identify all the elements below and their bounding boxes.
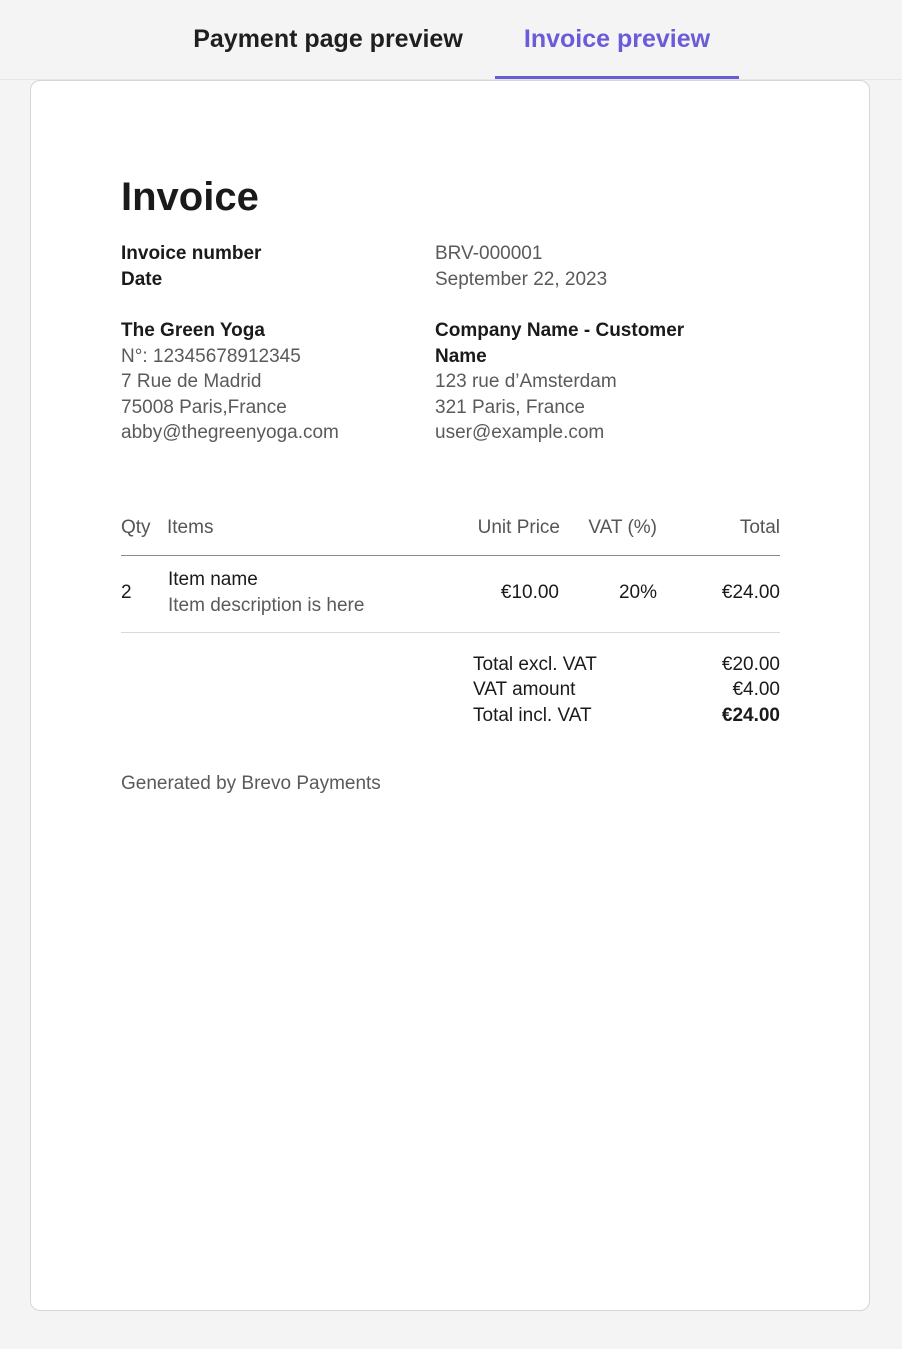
total-excl-vat-value: €20.00 (721, 654, 780, 675)
table-row-divider (121, 632, 780, 633)
seller-registration: N°: 12345678912345 (121, 345, 301, 367)
seller-email: abby@thegreenyoga.com (121, 422, 339, 443)
invoice-date-value: September 22, 2023 (435, 269, 608, 290)
column-header-items: Items (167, 517, 214, 538)
table-header-divider (121, 555, 780, 556)
row-item-name: Item name (168, 569, 258, 590)
row-total: €24.00 (721, 582, 780, 603)
total-incl-vat-label: Total incl. VAT (473, 705, 592, 726)
seller-address-line2: 75008 Paris,France (121, 396, 287, 418)
total-excl-vat-label: Total excl. VAT (473, 654, 597, 675)
row-qty: 2 (121, 582, 132, 603)
invoice-date-label: Date (121, 269, 163, 290)
vat-amount-value: €4.00 (732, 679, 780, 700)
seller-name: The Green Yoga (121, 320, 265, 341)
column-header-vat: VAT (%) (588, 517, 657, 538)
row-item-description: Item description is here (168, 595, 365, 616)
column-header-unit-price: Unit Price (477, 517, 560, 538)
customer-email: user@example.com (435, 422, 605, 443)
tab-payment-page-preview[interactable]: Payment page preview (193, 25, 463, 53)
tab-invoice-preview[interactable]: Invoice preview (495, 0, 739, 79)
preview-tabs (0, 0, 902, 80)
customer-name: Company Name - Customer Name (435, 320, 685, 367)
customer-address-block (435, 318, 725, 446)
invoice-number-value: BRV-000001 (435, 243, 543, 264)
column-header-total: Total (739, 517, 780, 538)
invoice-preview-card (30, 80, 870, 1311)
column-header-qty: Qty (121, 517, 151, 538)
invoice-title: Invoice (121, 175, 259, 219)
generated-by-note: Generated by Brevo Payments (121, 773, 381, 794)
seller-address-line1: 7 Rue de Madrid (121, 371, 262, 392)
total-incl-vat-value: €24.00 (721, 705, 780, 726)
invoice-number-label: Invoice number (121, 243, 262, 264)
row-unit-price: €10.00 (500, 582, 559, 603)
vat-amount-label: VAT amount (473, 679, 576, 700)
customer-address-line2: 321 Paris, France (435, 396, 585, 418)
row-vat: 20% (618, 582, 657, 603)
customer-address-line1: 123 rue d’Amsterdam (435, 371, 617, 392)
seller-address-block (121, 318, 421, 446)
